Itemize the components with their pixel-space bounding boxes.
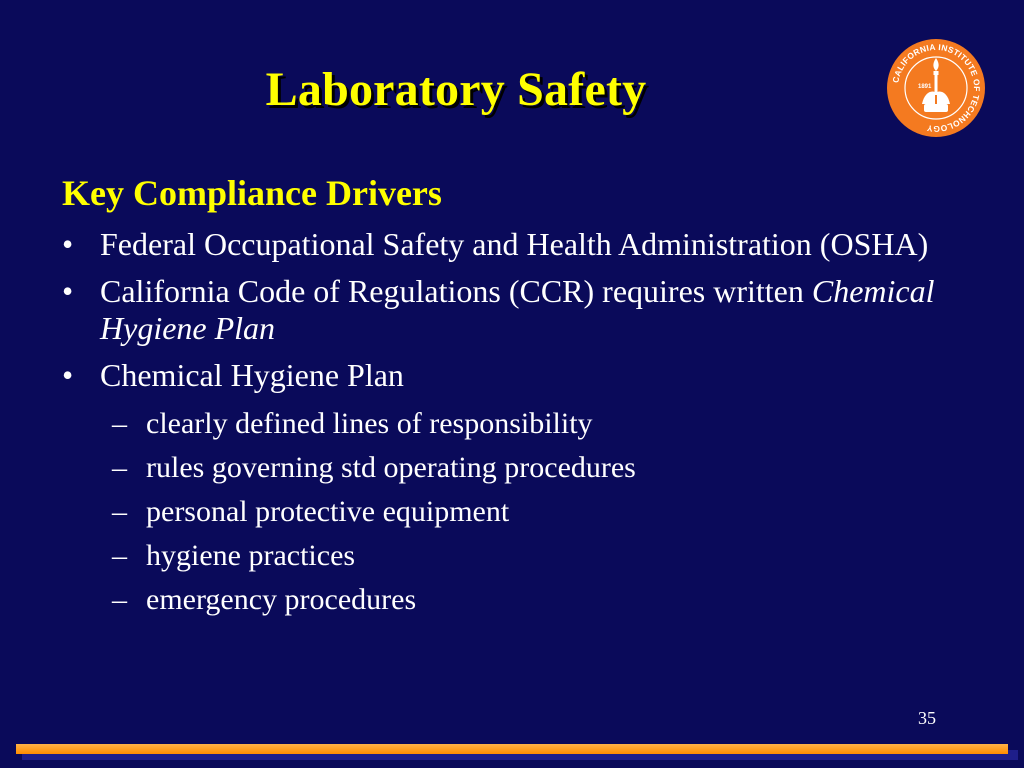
bullet-text: Chemical Hygiene Plan [100, 357, 404, 393]
caltech-seal-logo [886, 38, 986, 138]
sub-bullet-list [62, 402, 962, 622]
sub-bullet-text: personal protective equipment [146, 495, 510, 528]
sub-bullet-text: emergency procedures [146, 583, 417, 616]
svg-text:CALIFORNIA INSTITUTE OF TECHNO: CALIFORNIA INSTITUTE OF TECHNOLOGY [890, 41, 983, 135]
footer-accent-bar [16, 744, 1008, 754]
bullet-marker: • [62, 357, 74, 393]
slide-title: Laboratory Safety [265, 63, 647, 116]
sub-bullet-marker: – [112, 407, 127, 440]
page-number: 35 [918, 708, 936, 728]
bullet-item [62, 357, 962, 394]
slide-content [62, 226, 962, 622]
sub-bullet-marker: – [112, 539, 127, 572]
bullet-marker: • [62, 226, 74, 262]
bullet-item [62, 273, 962, 347]
sub-bullet-marker: – [112, 451, 127, 484]
sub-bullet-text: clearly defined lines of responsibility [146, 407, 593, 440]
sub-bullet-item [62, 578, 962, 622]
bullet-marker: • [62, 273, 74, 309]
bullet-item [62, 226, 962, 263]
seal-year: 1891 [918, 84, 932, 90]
subheading: Key Compliance Drivers [62, 173, 442, 213]
bullet-text: Federal Occupational Safety and Health Administration (OSHA) [100, 226, 929, 262]
bullet-text: California Code of Regulations (CCR) requires written [100, 273, 812, 309]
sub-bullet-item [62, 490, 962, 534]
sub-bullet-item [62, 534, 962, 578]
sub-bullet-item [62, 446, 962, 490]
sub-bullet-text: hygiene practices [146, 539, 356, 572]
sub-bullet-text: rules governing std operating procedures [146, 451, 636, 484]
sub-bullet-marker: – [112, 495, 127, 528]
caltech-seal-icon [886, 38, 986, 138]
sub-bullet-marker: – [112, 583, 127, 616]
sub-bullet-item [62, 402, 962, 446]
bullet-italic-text: Chemical Hygiene Plan [100, 273, 935, 346]
